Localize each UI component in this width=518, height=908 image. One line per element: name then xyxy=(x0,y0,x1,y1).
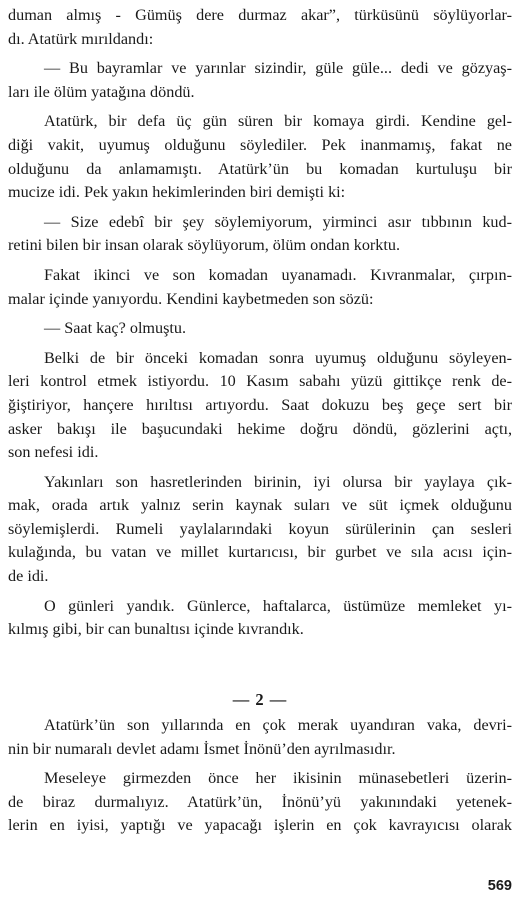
paragraph xyxy=(8,595,512,642)
text-line: kılmış gibi, bir can bunaltısı içinde kıvrandık. xyxy=(8,620,304,639)
text-line: leri kontrol etmek istiyordu. 10 Kasım sabahı yüzü gittikçe renk de- xyxy=(8,372,512,391)
paragraph xyxy=(8,347,512,465)
text-block-bottom xyxy=(8,714,512,838)
text-line: de biraz durmalıyız. Atatürk’ün, İnönü’yü yakınındaki yetenek- xyxy=(8,792,512,811)
text-line: söylemişlerdi. Rumeli yaylalarındaki koyun sürülerinin çan sesleri xyxy=(8,519,512,538)
paragraph xyxy=(8,57,512,104)
text-line: de idi. xyxy=(8,567,49,586)
paragraph xyxy=(8,767,512,838)
paragraph xyxy=(8,714,512,761)
text-line: kulağında, bu vatan ve millet kurtarıcısı, bir gurbet ve sıla acısı için- xyxy=(8,543,512,562)
paragraph xyxy=(8,211,512,258)
text-line: — Size edebî bir şey söylemiyorum, yirminci asır tıbbının kud- xyxy=(44,212,512,231)
paragraph xyxy=(8,264,512,311)
text-line: mucize idi. Pek yakın hekimlerinden biri demişti ki: xyxy=(8,183,346,202)
text-line: ları ile ölüm yatağına döndü. xyxy=(8,82,195,101)
text-line: O günleri yandık. Günlerce, haftalarca, üstümüze memleket yı- xyxy=(44,596,512,615)
text-line: mak, orada artık yalnız serin kaynak suları ve süt içmek olduğunu xyxy=(8,496,512,515)
paragraph xyxy=(8,471,512,589)
section-title: — 2 — xyxy=(232,690,288,709)
text-line: lerin en iyisi, yaptığı ve yapacağı işlerin en çok kavrayıcısı olarak xyxy=(8,816,512,835)
paragraph xyxy=(8,4,512,51)
paragraph xyxy=(8,317,512,341)
text-line: malar içinde yanıyordu. Kendini kaybetmeden son sözü: xyxy=(8,289,374,308)
text-line: — Saat kaç? olmuştu. xyxy=(44,319,187,338)
text-line: Fakat ikinci ve son komadan uyanamadı. Kıvranmalar, çırpın- xyxy=(44,265,512,284)
text-line: Belki de bir önceki komadan sonra uyumuş olduğunu söyleyen- xyxy=(44,348,512,367)
text-line: Meseleye girmezden önce her ikisinin münasebetleri üzerin- xyxy=(44,769,512,788)
text-line: Atatürk’ün son yıllarında en çok merak uyandıran vaka, devri- xyxy=(44,716,512,734)
text-line: Atatürk, bir defa üç gün süren bir komaya girdi. Kendine gel- xyxy=(44,112,512,131)
text-line: asker bakışı ile başucundaki hekime doğru döndü, gözlerini açtı, xyxy=(8,419,512,438)
text-line: diği vakit, uyumuş olduğunu söylediler. Pek inanmamış, fakat ne xyxy=(8,135,512,154)
text-line: Yakınları son hasretlerinden birinin, iyi olursa bir yaylaya çık- xyxy=(44,472,512,491)
text-line: dı. Atatürk mırıldandı: xyxy=(8,29,154,48)
text-line: — Bu bayramlar ve yarınlar sizindir, güle güle... dedi ve gözyaş- xyxy=(44,59,512,78)
text-line: olduğunu da anlamamıştı. Atatürk’ün bu komadan kurtuluşu bir xyxy=(8,159,512,178)
text-line: duman almış - Gümüş dere durmaz akar”, türküsünü söylüyorlar- xyxy=(8,6,512,24)
text-line: nin bir numaralı devlet adamı İsmet İnönü’den ayrılmasıdır. xyxy=(8,739,396,758)
text-line: son nefesi idi. xyxy=(8,443,99,462)
page-number: 569 xyxy=(487,878,512,894)
paragraph xyxy=(8,110,512,204)
text-block-top xyxy=(8,4,512,642)
text-line: ğiştiriyor, hançere hırıltısı artıyordu. Saat dokuzu beş geçe sert bir xyxy=(8,395,512,414)
text-line: retini bilen bir insan olarak söylüyorum, ölüm ondan korktu. xyxy=(8,236,401,255)
